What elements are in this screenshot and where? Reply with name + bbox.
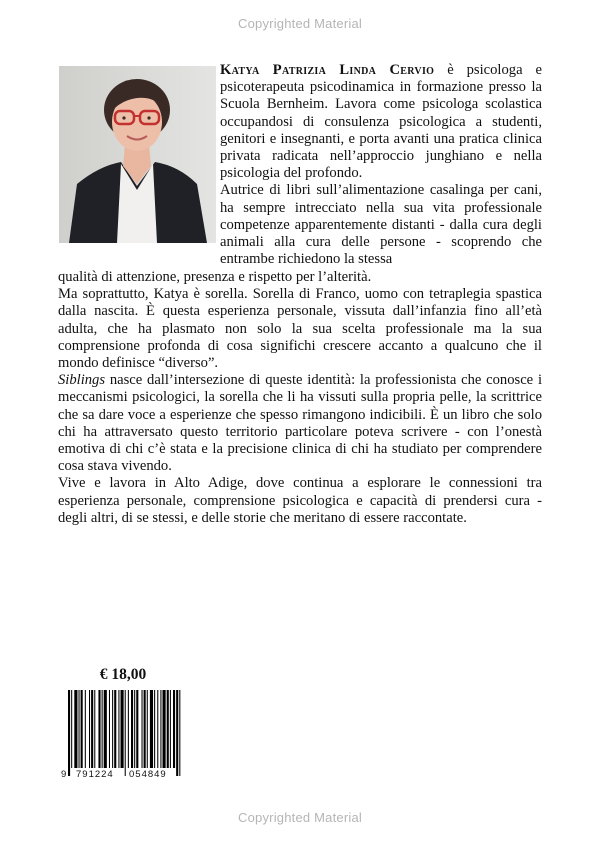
author-portrait-image <box>59 66 216 243</box>
bio-paragraph-2-end: qualità di attenzione, presenza e rispetto per l’alterità. <box>58 269 372 285</box>
barcode-bar <box>114 690 116 768</box>
barcode-bar <box>144 690 146 768</box>
barcode-bar <box>98 690 100 768</box>
barcode-bar <box>81 690 83 768</box>
barcode-bar <box>170 690 171 768</box>
barcode-bar <box>163 690 166 768</box>
barcode-bar <box>167 690 169 768</box>
barcode-bar <box>94 690 95 768</box>
barcode-bar <box>104 690 107 768</box>
barcode-bar <box>136 690 138 768</box>
bio-paragraph-5: Vive e lavora in Alto Adige, dove continua a esplorare le connessioni tra esperienza personale, comprensione psicologica e capacità di prendersi cura - degli altri, di se stessi, e delle storie che meritano di essere raccontate. <box>58 475 542 526</box>
barcode-bar <box>160 690 161 768</box>
barcode-bar <box>91 690 93 768</box>
barcode-digit-lead: 9 <box>61 769 68 780</box>
barcode-bar <box>68 690 70 776</box>
barcode-bar <box>176 690 178 776</box>
barcode-digits-left: 791224 <box>76 769 114 780</box>
watermark-top: Copyrighted Material <box>238 16 362 31</box>
barcode-bar <box>142 690 143 768</box>
barcode-bar <box>125 690 126 776</box>
barcode-bar <box>150 690 153 768</box>
barcode-bar <box>157 690 158 768</box>
bio-paragraph-3: Ma soprattutto, Katya è sorella. Sorella di Franco, uomo con tetraplegia spastica dalla nascita. È questa esperienza personale, vissuta dall’infanzia fino all’età adulta, che ha plasmato non solo la sua scelta professionale ma la sua comprensione profonda di cosa significhi crescere accanto a qualcuno che il mondo definisce “diverso”. <box>58 286 542 372</box>
barcode-bar <box>179 690 180 776</box>
bio-paragraph-1-text: è psicologa e psicoterapeuta psicodinamica in formazione presso la Scuola Bernheim. Lavora come psicologa scolastica occupandosi di consulenza psicologica a studenti, genitori e insegnanti, e porta avanti una pratica clinica privata radicata nell’approccio junghiano e nella psicologia del profondo. <box>220 62 542 182</box>
price-label: € 18,00 <box>99 666 147 683</box>
barcode-bar <box>112 690 113 768</box>
watermark-bottom: Copyrighted Material <box>238 810 362 825</box>
bio-right-column <box>220 62 542 268</box>
book-title: Siblings <box>58 372 106 389</box>
barcode-bar <box>89 690 90 768</box>
barcode-bar <box>71 690 72 768</box>
bio-paragraph-4-text: nasce dall’intersezione di queste identità: la professionista che conosce i meccanismi psicologici, la sorella che li ha vissuti sulla propria pelle, la scrittrice che sa dare voce a esperienze che spesso rimangono indicibili. È un libro che solo chi ha attraversato questo territorio particolare poteva scrivere - con l’onestà emotiva di chi c’è stata e la precisione clinica di chi ha studiato per comprendere cosa stava vivendo. <box>58 372 542 475</box>
barcode-digits-right: 054849 <box>129 769 167 780</box>
barcode-bar <box>85 690 86 768</box>
barcode-bar <box>121 690 124 768</box>
barcode-bar <box>128 690 129 768</box>
barcode-bar <box>134 690 135 768</box>
barcode-bar <box>173 690 175 768</box>
bio-paragraph-1 <box>220 62 542 182</box>
barcode-bar <box>74 690 77 768</box>
barcode-bar <box>109 690 110 768</box>
author-name: Katya Patrizia Linda Cervio <box>220 62 435 78</box>
bio-paragraph-2-start: Autrice di libri sull’alimentazione casalinga per cani, ha sempre intrecciato nella sua vita professionale competenze apparentemente distanti - dalla cura degli animali alla cura delle persone - scoprendo che entrambe richiedono la stessa <box>220 182 542 268</box>
barcode-bar <box>79 690 80 768</box>
barcode-bar <box>147 690 148 768</box>
bio-paragraph-4 <box>58 372 542 475</box>
barcode-bar <box>154 690 155 768</box>
bio-full-column <box>58 269 542 527</box>
barcode-bar <box>118 690 119 768</box>
barcode-bar <box>102 690 103 768</box>
author-photo <box>59 66 216 243</box>
barcode-bar <box>131 690 133 768</box>
